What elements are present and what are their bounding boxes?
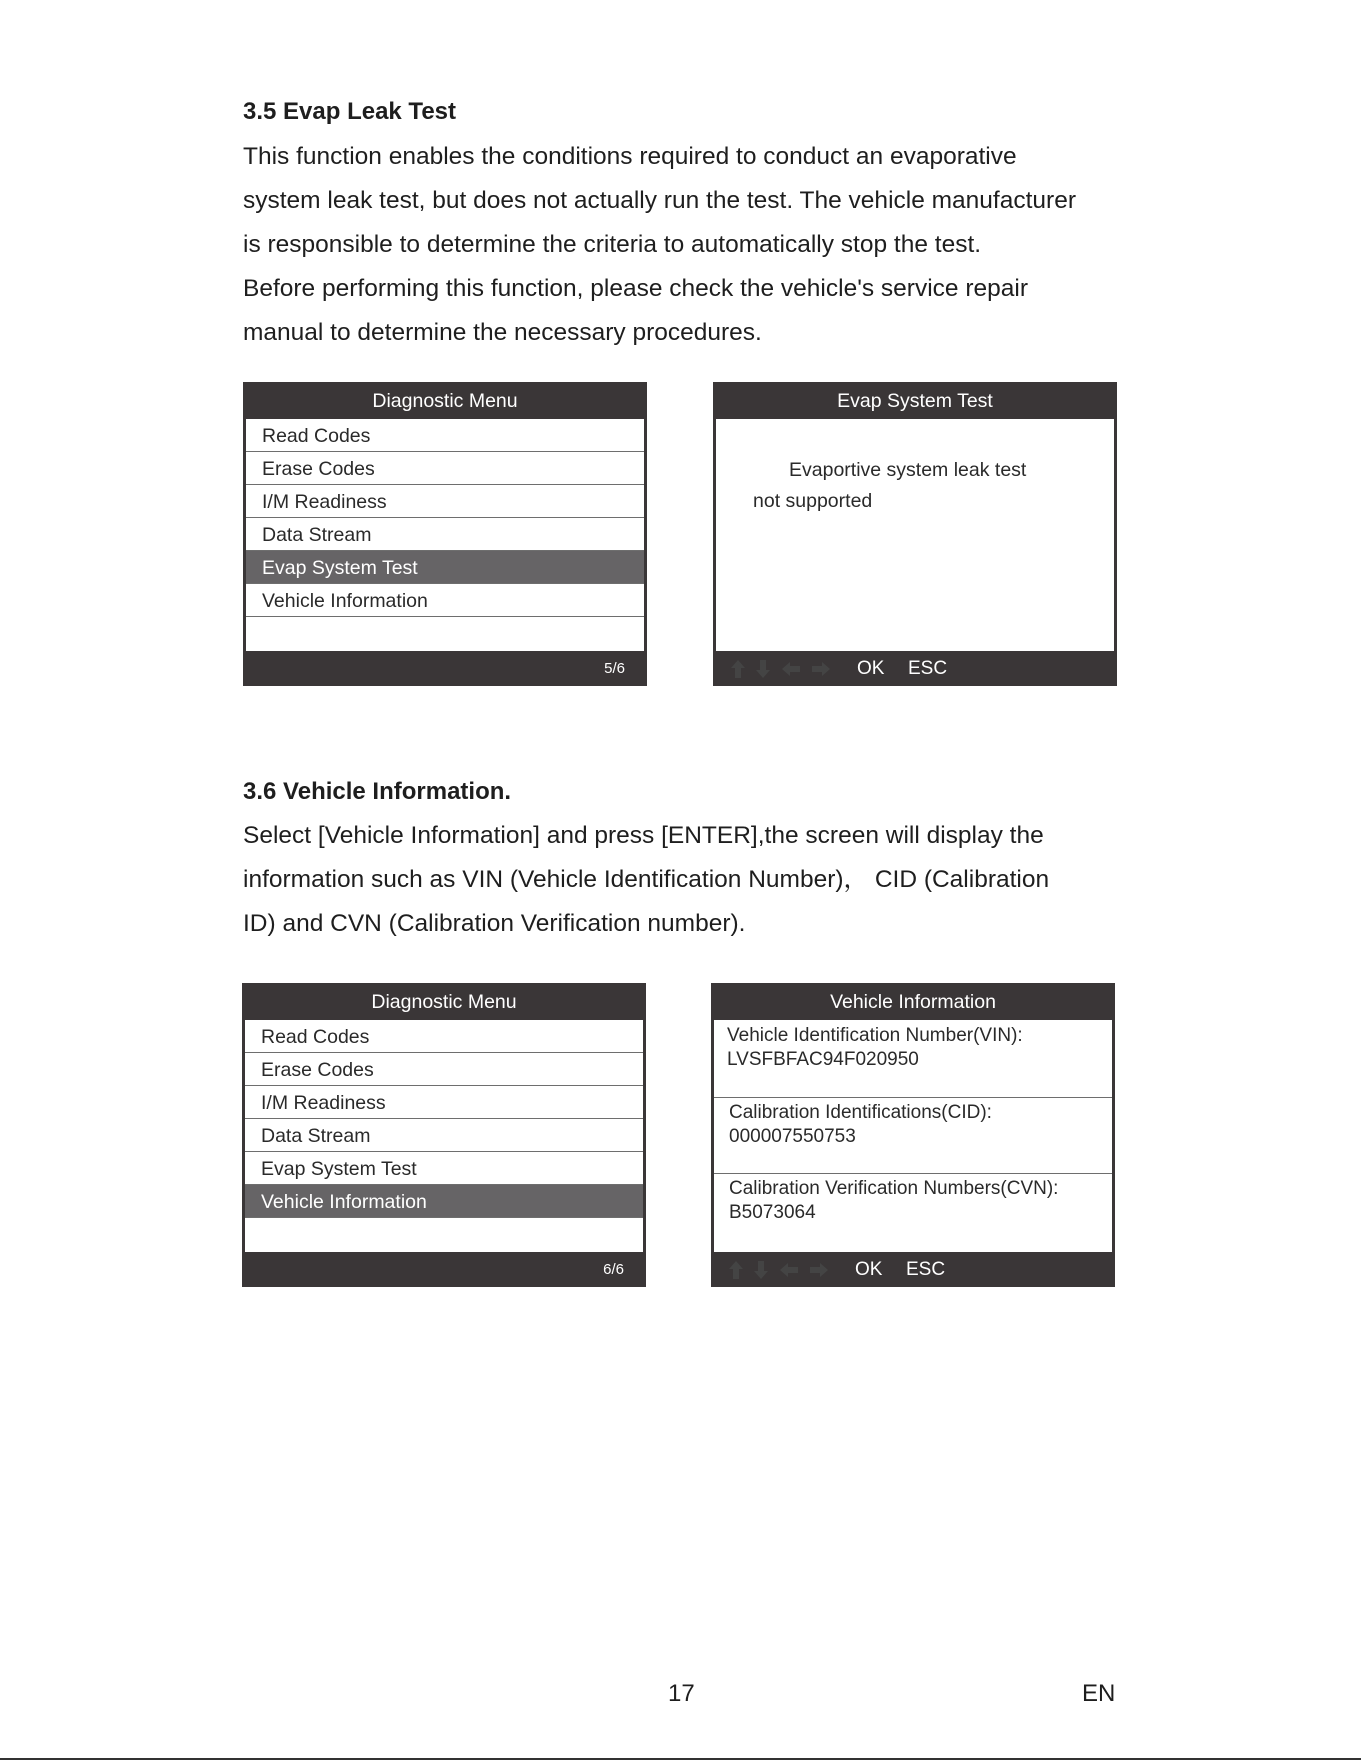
screen-footer (713, 651, 1117, 686)
language-label: EN (1082, 1680, 1116, 1707)
vehicle-information-screen (711, 983, 1115, 1287)
arrow-keys-icon (727, 1259, 837, 1281)
screen-title: Diagnostic Menu (372, 390, 518, 412)
cvn-value: B5073064 (729, 1202, 816, 1223)
vehicle-info-description (243, 814, 1123, 946)
screen-title: Evap System Test (837, 390, 993, 412)
menu-item-read-codes[interactable]: Read Codes (245, 1020, 643, 1053)
ok-button[interactable]: OK (855, 1259, 883, 1280)
text-line: Before performing this function, please check the vehicle's service repair (243, 275, 1028, 302)
menu-item-vehicle-information[interactable]: Vehicle Information (245, 1185, 643, 1218)
message-line: not supported (753, 490, 873, 512)
text-line: manual to determine the necessary procedures. (243, 319, 762, 346)
diagnostic-menu-screen (243, 382, 647, 686)
evap-description (243, 135, 1123, 355)
menu-item-data-stream[interactable]: Data Stream (246, 518, 644, 551)
text-line: Select [Vehicle Information] and press [ENTER],the screen will display the (243, 822, 1044, 849)
diagnostic-menu-screen (242, 983, 646, 1287)
cid-label: Calibration Identifications(CID): (729, 1102, 992, 1123)
ok-button[interactable]: OK (857, 658, 885, 679)
cvn-label: Calibration Verification Numbers(CVN): (729, 1178, 1059, 1199)
menu-item-erase-codes[interactable]: Erase Codes (246, 452, 644, 485)
message-area (716, 419, 1114, 651)
text-line: ID) and CVN (Calibration Verification number). (243, 910, 746, 937)
screen-footer (243, 651, 647, 686)
section-heading-vehicle-info: 3.6 Vehicle Information. (243, 778, 512, 805)
menu-item-empty (245, 1218, 643, 1251)
screen-footer (711, 1252, 1115, 1287)
screen-title: Diagnostic Menu (371, 991, 517, 1013)
esc-button[interactable]: ESC (906, 1259, 946, 1280)
menu-list (246, 419, 644, 651)
menu-item-evap-system-test[interactable]: Evap System Test (246, 551, 644, 584)
vin-value: LVSFBFAC94F020950 (727, 1049, 919, 1070)
screen-title: Vehicle Information (830, 991, 996, 1013)
vehicle-info-body (714, 1020, 1112, 1252)
menu-list (245, 1020, 643, 1252)
page-number: 17 (668, 1680, 695, 1707)
menu-item-empty (246, 617, 644, 650)
text-line: This function enables the conditions required to conduct an evaporative (243, 143, 1017, 170)
message-line: Evaportive system leak test (789, 459, 1027, 481)
cvn-section (714, 1174, 1112, 1252)
bottom-rule (0, 1758, 1361, 1760)
section-heading-evap: 3.5 Evap Leak Test (243, 98, 456, 125)
text-line: information such as VIN (Vehicle Identification Number)， CID (Calibration (243, 866, 1050, 893)
arrow-keys-icon (729, 658, 839, 680)
vin-section (714, 1020, 1112, 1098)
text-line: system leak test, but does not actually run the test. The vehicle manufacturer (243, 187, 1076, 214)
screen-footer (242, 1252, 646, 1287)
evap-system-test-screen (713, 382, 1117, 686)
menu-item-im-readiness[interactable]: I/M Readiness (246, 485, 644, 518)
cid-value: 000007550753 (729, 1126, 856, 1147)
menu-item-im-readiness[interactable]: I/M Readiness (245, 1086, 643, 1119)
cid-section (714, 1098, 1112, 1174)
menu-item-vehicle-information[interactable]: Vehicle Information (246, 584, 644, 617)
menu-item-erase-codes[interactable]: Erase Codes (245, 1053, 643, 1086)
text-line: is responsible to determine the criteria to automatically stop the test. (243, 231, 982, 258)
page-indicator: 5/6 (604, 660, 625, 677)
page-indicator: 6/6 (603, 1261, 624, 1278)
vin-label: Vehicle Identification Number(VIN): (727, 1025, 1023, 1046)
esc-button[interactable]: ESC (908, 658, 948, 679)
menu-item-data-stream[interactable]: Data Stream (245, 1119, 643, 1152)
menu-item-evap-system-test[interactable]: Evap System Test (245, 1152, 643, 1185)
menu-item-read-codes[interactable]: Read Codes (246, 419, 644, 452)
